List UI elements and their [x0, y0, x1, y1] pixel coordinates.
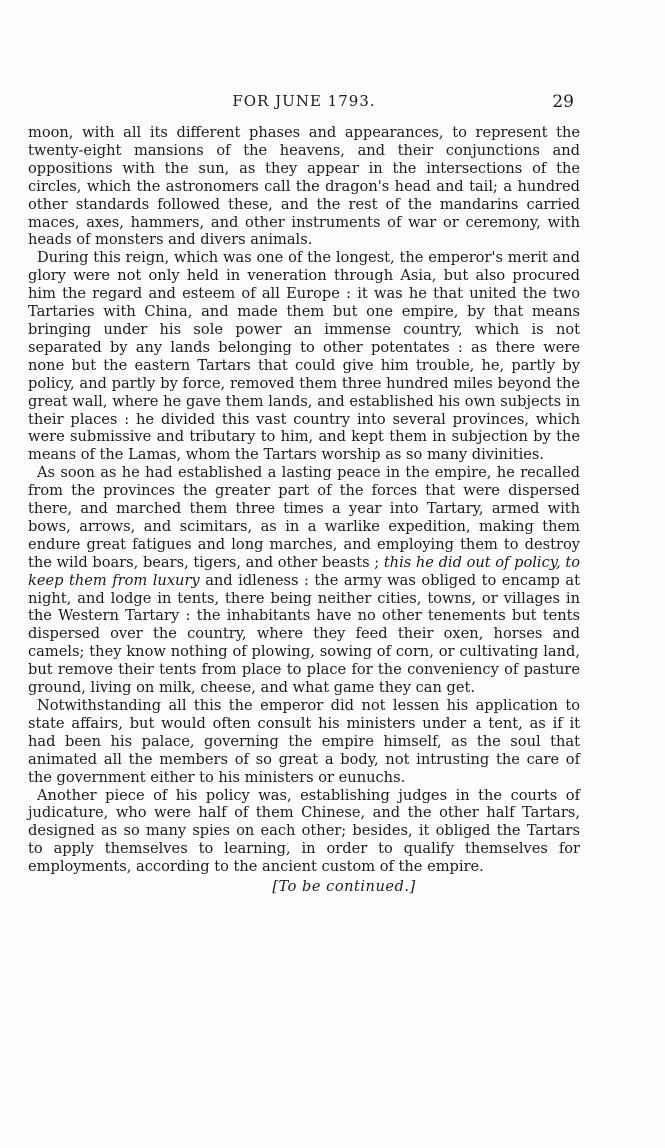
paragraph-5: Another piece of his policy was, establishing judges in the courts of judicature, who were half of them Chinese, and the other half Tartars, designed as so many spies on each other; besides, it obliged the Tartars to apply themselves to learning, in order to qualify themselves for employments, according to the ancient custom of the empire. — [28, 786, 580, 876]
page-header — [28, 92, 580, 116]
article-body — [28, 124, 580, 895]
running-title: FOR JUNE 1793. — [232, 92, 376, 110]
paragraph-3-part-1: As soon as he had established a lasting peace in the empire, he recalled from the provinces the greater part of the forces that were dispersed there, and marched them three times a year into Tartary, armed with bows, arrows, and scimitars, as in a warlike expedition, making them endure great fatigues and long marches, and employing them to destroy the wild boars, bears, tigers, and other beasts ; — [28, 464, 580, 571]
paragraph-3-part-2: and idleness : the army was obliged to encamp at night, and lodge in tents, there being neither cities, towns, or villages in the Western Tartary : the inhabitants have no other tenements but tents dispersed over the country, where they feed their oxen, horses and camels; they know nothing of plowing, sowing of corn, or cultivating land, but remove their tents from place to place for the conveniency of pasture ground, living on milk, cheese, and what game they can get. — [28, 571, 580, 697]
paragraph-4: Notwithstanding all this the emperor did not lessen his application to state affairs, but would often consult his ministers under a tent, as if it had been his palace, governing the empire himself, as the soul that animated all the members of so great a body, not intrusting the care of the government either to his ministers or eunuchs. — [28, 697, 580, 786]
paragraph-1: moon, with all its different phases and appearances, to represent the twenty-eight mansions of the heavens, and their conjunctions and oppositions with the sun, as they appear in the intersections of the circles, which the astronomers call the dragon's head and tail; a hundred other standards followed these, and the rest of the mandarins carried maces, axes, hammers, and other instruments of war or ceremony, with heads of monsters and divers animals. — [28, 124, 580, 249]
page-number: 29 — [552, 92, 574, 112]
paragraph-3 — [28, 464, 580, 697]
to-be-continued-note: [To be continued.] — [272, 878, 416, 896]
paragraph-2: During this reign, which was one of the longest, the emperor's merit and glory were not only held in veneration through Asia, but also procured him the regard and esteem of all Europe : it was he that united the two Tartaries with China, and made them but one empire, by that means bringing under his sole power an immense country, which is not separated by any lands belonging to other potentates : as there were none but the eastern Tartars that could give him trouble, he, partly by policy, and partly by force, removed them three hundred miles beyond the great wall, where he gave them lands, and established his own subjects in their places : he divided this vast country into several provinces, which were submissive and tributary to him, and kept them in subjection by the means of the Lamas, whom the Tartars worship as so many divinities. — [28, 249, 580, 464]
paragraph-3-italic: this he did out of policy, to keep them from luxury — [28, 553, 580, 589]
